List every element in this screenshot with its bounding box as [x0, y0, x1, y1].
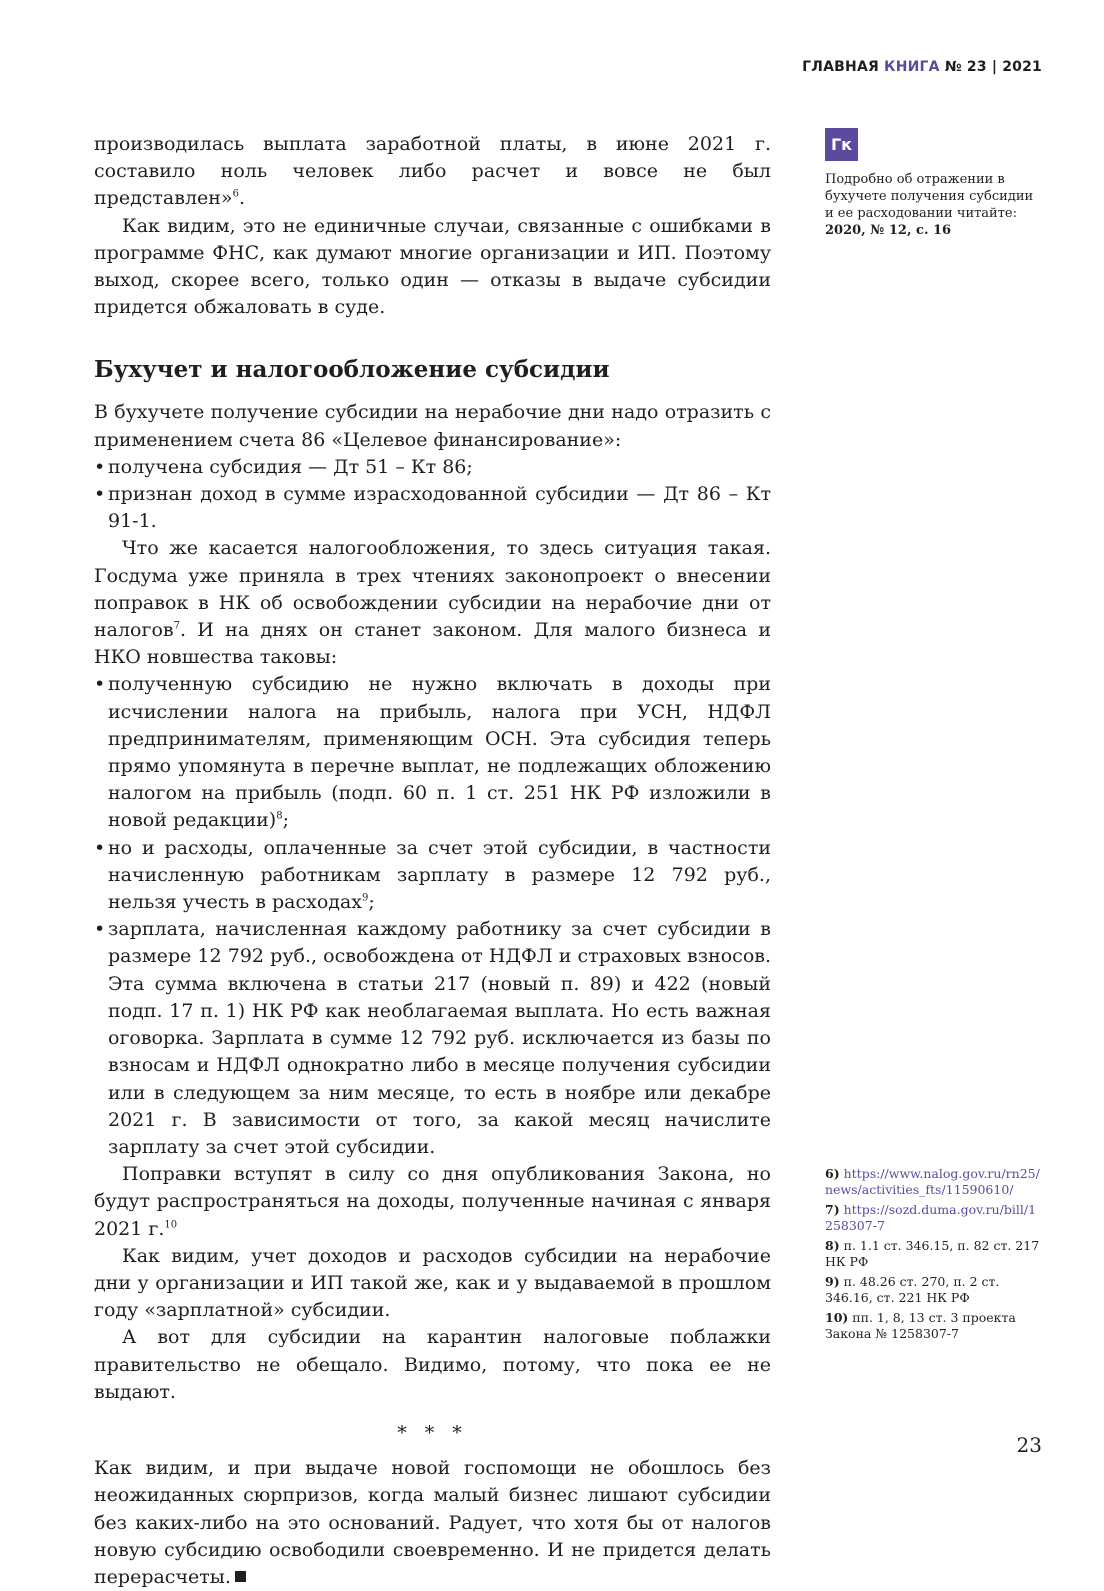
article-body — [94, 131, 771, 1591]
sidebar-reference[interactable]: 2020, № 12, с. 16 — [825, 223, 952, 238]
footnote-ref[interactable]: 9 — [362, 892, 369, 904]
footnote: 7) https://sozd.duma.gov.ru/bill/1258307-7 — [825, 1202, 1037, 1233]
list-item: • признан доход в сумме израсходованной субсидии — Дт 86 – Кт 91-1. — [94, 481, 771, 535]
paragraph: Поправки вступят в силу со дня опубликования Закона, но будут распространяться на доходы, полученные начиная с января 2021 г.$^{10}$ — [94, 1163, 771, 1240]
bullet-list — [94, 671, 771, 1161]
paragraph: Как видим, учет доходов и расходов субсидии на нерабочие дни у организации и ИП такой же, как и у выдаваемой в прошлом году «зарплатной» субсидии. — [94, 1244, 771, 1322]
paragraph: производилась выплата заработной платы, в июне 2021 г. составило ноль человек либо расчет и вовсе не был представлен»$^6$. — [94, 133, 771, 210]
magazine-title: ГЛАВНАЯ — [802, 59, 879, 75]
paragraph: Как видим, и при выдаче новой госпомощи не обошлось без неожиданных сюрпризов, когда малый бизнес лишают субсидии без каких-либо на это оснований. Радует, что хотя бы от налогов новую субсидию освободили своевременно. И не придется делать перерасчеты. — [94, 1457, 771, 1588]
footnote-text: пп. 1, 8, 13 ст. 3 проекта Закона № 1258307-7 — [825, 1310, 1016, 1341]
issue-number: № 23 | 2021 — [944, 59, 1042, 75]
footnote-link[interactable]: https://sozd.duma.gov.ru/bill/1258307-7 — [825, 1202, 1037, 1233]
page-number: 23 — [1016, 1433, 1042, 1457]
list-item: • получена субсидия — Дт 51 – Кт 86; — [94, 454, 771, 481]
paragraph: Что же касается налогообложения, то здесь ситуация такая. Госдума уже приняла в трех чтениях законопроект о внесении поправок в НК об освобождении субсидии на нерабочие дни от налогов$^7$. И на днях он станет законом. Для малого бизнеса и НКО новшества таковы: — [94, 537, 771, 669]
footnote-ref[interactable]: 8 — [276, 811, 283, 823]
footnote-ref[interactable]: 10 — [164, 1219, 178, 1231]
gk-logo-icon: Гк — [825, 128, 858, 161]
footnote: 10) пп. 1, 8, 13 ст. 3 проекта Закона № 1258307-7 — [825, 1310, 1016, 1341]
footnote: 9) п. 48.26 ст. 270, п. 2 ст. 346.16, ст. 221 НК РФ — [825, 1274, 1000, 1305]
footnote: 6) https://www.nalog.gov.ru/rn25/news/activities_fts/11590610/ — [825, 1166, 1040, 1197]
footnote-text: п. 1.1 ст. 346.15, п. 82 ст. 217 НК РФ — [825, 1238, 1040, 1269]
footnotes — [825, 1166, 1040, 1346]
running-header — [802, 59, 1042, 75]
list-item: • но и расходы, оплаченные за счет этой субсидии, в частности начисленную работникам зарплату в размере 12 792 руб., нельзя учесть в расходах$^9$; — [94, 835, 771, 917]
sidebar-note — [825, 128, 1045, 239]
bullet-list — [94, 454, 771, 536]
end-of-article-mark — [235, 1571, 246, 1582]
footnote-ref[interactable]: 6 — [232, 189, 239, 201]
magazine-title-accent: КНИГА — [884, 59, 940, 75]
section-heading: Бухучет и налогообложение субсидии — [94, 356, 610, 384]
paragraph: В бухучете получение субсидии на нерабочие дни надо отразить с применением счета 86 «Целевое финансирование»: — [94, 401, 771, 451]
paragraph: А вот для субсидии на карантин налоговые поблажки правительство не обещало. Видимо, потому, что пока ее не выдают. — [94, 1326, 771, 1403]
sidebar-note-text: Подробно об отражении в бухучете получения субсидии и ее расходовании читайте: — [825, 172, 1034, 221]
footnote: 8) п. 1.1 ст. 346.15, п. 82 ст. 217 НК РФ — [825, 1238, 1040, 1269]
footnote-link[interactable]: https://www.nalog.gov.ru/rn25/news/activities_fts/11590610/ — [825, 1166, 1040, 1197]
list-item: • полученную субсидию не нужно включать в доходы при исчислении налога на прибыль, налога при УСН, НДФЛ предпринимателям, применяющим ОСН. Эта субсидия теперь прямо упомянута в перечне выплат, не подлежащих обложению налогом на прибыль (подп. 60 п. 1 ст. 251 НК РФ изложили в новой редакции)$^8$; — [94, 671, 771, 834]
list-item: • зарплата, начисленная каждому работнику за счет субсидии в размере 12 792 руб., освобождена от НДФЛ и страховых взносов. Эта сумма включена в статьи 217 (новый п. 89) и 422 (новый подп. 17 п. 1) НК РФ как необлагаемая выплата. Но есть важная оговорка. Зарплата в сумме 12 792 руб. исключается из базы по взносам и НДФЛ однократно либо в месяце получения субсидии или в следующем за ним месяце, то есть в ноябре или декабре 2021 г. В зависимости от того, за какой месяц начислите зарплату за счет этой субсидии. — [94, 916, 771, 1161]
paragraph: Как видим, это не единичные случаи, связанные с ошибками в программе ФНС, как думают многие организации и ИП. Поэтому выход, скорее всего, только один — отказы в выдаче субсидии придется обжаловать в суде. — [94, 214, 771, 319]
footnote-text: п. 48.26 ст. 270, п. 2 ст. 346.16, ст. 221 НК РФ — [825, 1274, 1000, 1305]
footnote-ref[interactable]: 7 — [173, 620, 180, 632]
section-divider: * * * — [397, 1421, 468, 1444]
